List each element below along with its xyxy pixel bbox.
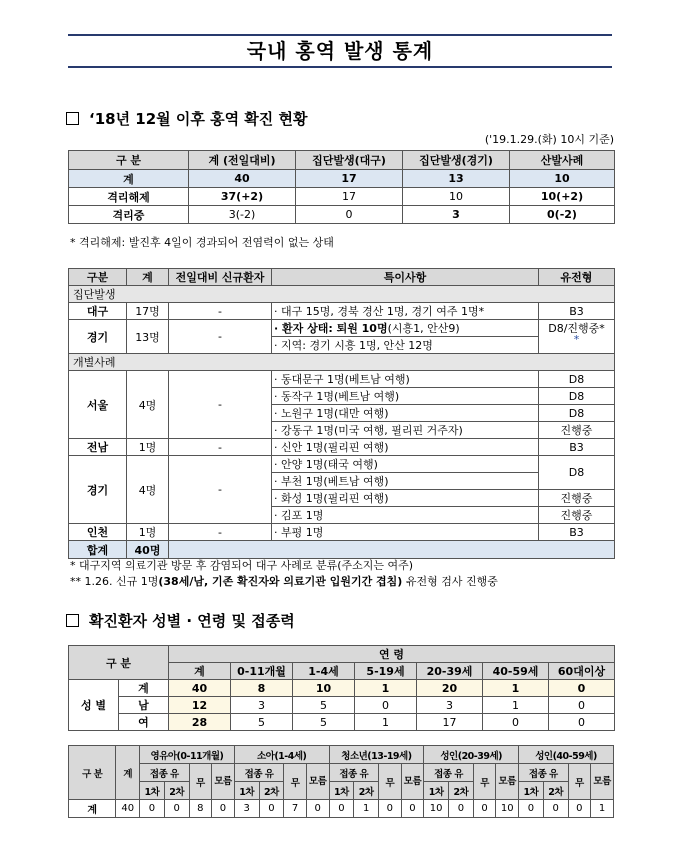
remark: · 부천 1명(베트남 여행) [272,473,539,490]
t4-cell: 0 [449,800,474,818]
t4-unknown: 모름 [306,764,329,800]
t4-second: 2차 [449,782,474,800]
new-cases: - [169,303,272,320]
vaccination-table [68,745,614,818]
t3-age-header: 연 령 [169,646,615,663]
t3-cell: 20 [417,680,483,697]
new-cases: - [169,456,272,524]
t4-unknown: 모름 [212,764,235,800]
t3-age-col: 20-39세 [417,663,483,680]
t1-cell: 10(+2) [510,188,615,206]
t3-cell: 1 [355,714,417,731]
region-daegu: 대구 [69,303,127,320]
t1-cell: 10 [510,170,615,188]
t3-age-col: 0-11개월 [231,663,293,680]
t4-group: 소아(1-4세) [234,746,329,764]
t4-row-label: 계 [69,800,116,818]
t1-cell: 3(-2) [189,206,296,224]
section1-title: ‘18년 12월 이후 홍역 확진 현황 [89,110,308,128]
note-release: * 격리해제: 발진후 4일이 경과되어 전염력이 없는 상태 [70,236,334,249]
t4-cell: 7 [284,800,307,818]
t4-cell: 0 [519,800,544,818]
t4-second: 2차 [259,782,284,800]
t3-row-label: 남 [119,697,169,714]
t4-group: 영유아(0-11개월) [140,746,235,764]
t4-label: 구 분 [69,746,116,800]
t4-group: 성인(20-39세) [424,746,519,764]
t3-cell: 1 [483,697,549,714]
t4-unknown: 모름 [591,764,614,800]
region-gyeonggi: 경기 [69,456,127,524]
t4-second: 2차 [164,782,189,800]
count: 13명 [127,320,169,354]
genotype: D8 [539,456,615,490]
t3-cell: 0 [355,697,417,714]
t2-header: 구분 [69,269,127,286]
t1-cell: 계 [69,170,189,188]
total-blank [169,541,615,559]
t4-cell: 3 [234,800,259,818]
new-cases: - [169,371,272,439]
t3-cell: 5 [293,714,355,731]
group-label: 개별사례 [69,354,615,371]
t1-cell: 3 [403,206,510,224]
t1-cell: 10 [403,188,510,206]
t1-header: 구 분 [69,151,189,170]
group-label: 집단발생 [69,286,615,303]
t1-cell: 격리해제 [69,188,189,206]
t4-none: 무 [189,764,212,800]
new-cases: - [169,524,272,541]
t1-cell: 17 [296,170,403,188]
t3-cell: 17 [417,714,483,731]
t1-cell: 격리중 [69,206,189,224]
t4-cell: 10 [496,800,519,818]
t3-cell: 3 [231,697,293,714]
t4-none: 무 [473,764,496,800]
title-box [68,34,612,68]
note-new-case-post: 유전형 검사 진행중 [402,575,498,588]
checkbox-square-icon [66,112,79,125]
t3-age-col: 60대이상 [549,663,615,680]
genotype: 진행중 [539,422,615,439]
t4-cell: 0 [379,800,402,818]
checkbox-square-icon [66,614,79,627]
t4-total-label: 계 [116,746,140,800]
t4-none: 무 [568,764,591,800]
t3-cell: 12 [169,697,231,714]
t3-age-col: 40-59세 [483,663,549,680]
remark: · 노원구 1명(대만 여행) [272,405,539,422]
genotype: 진행중 [539,507,615,524]
genotype [539,320,615,354]
t3-cell: 5 [293,697,355,714]
remark: · 대구 15명, 경북 경산 1명, 경기 여주 1명* [272,303,539,320]
total-count: 40명 [127,541,169,559]
genotype: D8 [539,388,615,405]
section1-heading [66,108,307,129]
t4-vax: 접종 유 [519,764,569,782]
count: 4명 [127,371,169,439]
t2-header: 유전형 [539,269,615,286]
t3-cell: 0 [483,714,549,731]
remark: · 동작구 1명(베트남 여행) [272,388,539,405]
t3-age-col: 1-4세 [293,663,355,680]
t3-cell: 3 [417,697,483,714]
t2-header: 계 [127,269,169,286]
t3-cell: 40 [169,680,231,697]
t4-unknown: 모름 [401,764,424,800]
genotype-text: D8/진행중* [548,322,605,335]
t4-none: 무 [379,764,402,800]
region-incheon: 인천 [69,524,127,541]
remark: · 동대문구 1명(베트남 여행) [272,371,539,388]
t1-header: 집단발생(경기) [403,151,510,170]
t3-age-col: 계 [169,663,231,680]
t3-cell: 8 [231,680,293,697]
region-jeonnam: 전남 [69,439,127,456]
remark: · 지역: 경기 시흥 1명, 안산 12명 [272,337,539,354]
t4-cell: 1 [591,800,614,818]
count: 1명 [127,524,169,541]
t3-cell: 5 [231,714,293,731]
t1-cell: 0 [296,206,403,224]
remark-rest: (시흥1, 안산9) [387,322,460,335]
t3-cell: 1 [483,680,549,697]
t4-cell: 0 [306,800,329,818]
t2-header: 전일대비 신규환자 [169,269,272,286]
note-new-case-pre: ** 1.26. 신규 1명 [70,575,159,588]
t4-cell: 0 [568,800,591,818]
section2-title: 확진환자 성별 · 연령 및 접종력 [89,612,295,630]
remark: · 화성 1명(필리핀 여행) [272,490,539,507]
t3-cell: 10 [293,680,355,697]
genotype: D8 [539,405,615,422]
section2-heading [66,610,295,631]
t4-cell: 0 [259,800,284,818]
count: 4명 [127,456,169,524]
note-new-case-bold: (38세/남, 기존 확진자와 의료기관 입원기간 겹침) [158,575,403,588]
t3-row-label: 여 [119,714,169,731]
t1-header: 계 (전일대비) [189,151,296,170]
t1-header: 집단발생(대구) [296,151,403,170]
t4-cell: 0 [401,800,424,818]
remark: · 부평 1명 [272,524,539,541]
t1-cell: 17 [296,188,403,206]
page-title: 국내 홍역 발생 통계 [246,39,434,63]
t4-cell: 8 [189,800,212,818]
t4-cell: 0 [212,800,235,818]
count: 17명 [127,303,169,320]
t4-first: 1차 [329,782,354,800]
genotype: B3 [539,439,615,456]
t4-group: 청소년(13-19세) [329,746,424,764]
t3-cell: 28 [169,714,231,731]
t3-cell: 0 [549,680,615,697]
t3-cell: 0 [549,697,615,714]
region-gyeonggi: 경기 [69,320,127,354]
genotype: 진행중 [539,490,615,507]
remark [272,320,539,337]
t4-second: 2차 [543,782,568,800]
t4-vax: 접종 유 [234,764,284,782]
t4-none: 무 [284,764,307,800]
regional-table [68,268,615,559]
note-new-case [70,573,498,589]
as-of-date: ('19.1.29.(화) 10시 기준) [484,133,614,146]
t4-cell: 0 [140,800,165,818]
t4-second: 2차 [354,782,379,800]
t4-vax: 접종 유 [140,764,190,782]
t3-group: 성 별 [69,680,119,731]
t1-cell: 13 [403,170,510,188]
t1-cell: 37(+2) [189,188,296,206]
t4-cell: 1 [354,800,379,818]
remark-bold: · 환자 상태: 퇴원 10명 [274,322,388,335]
t3-cell: 0 [549,714,615,731]
new-cases: - [169,320,272,354]
t4-group: 성인(40-59세) [519,746,614,764]
genotype: B3 [539,524,615,541]
t4-cell: 0 [164,800,189,818]
t4-unknown: 모름 [496,764,519,800]
t3-label: 구 분 [69,646,169,680]
t4-cell: 0 [543,800,568,818]
t4-cell: 0 [473,800,496,818]
sex-age-table [68,645,615,731]
t4-first: 1차 [519,782,544,800]
new-cases: - [169,439,272,456]
t4-vax: 접종 유 [424,764,474,782]
t1-header: 산발사례 [510,151,615,170]
summary-table [68,150,615,224]
region-seoul: 서울 [69,371,127,439]
note-daegu: * 대구지역 의료기관 방문 후 감염되어 대구 사례로 분류(주소지는 여주) [70,559,414,572]
count: 1명 [127,439,169,456]
remark: · 신안 1명(필리핀 여행) [272,439,539,456]
t3-row-label: 계 [119,680,169,697]
t1-cell: 40 [189,170,296,188]
genotype: B3 [539,303,615,320]
genotype-marker: * [573,333,580,346]
t4-cell: 0 [329,800,354,818]
t3-age-col: 5-19세 [355,663,417,680]
t4-first: 1차 [234,782,259,800]
t4-cell: 10 [424,800,449,818]
total-label: 합계 [69,541,127,559]
t4-row-total: 40 [116,800,140,818]
t4-first: 1차 [424,782,449,800]
remark: · 김포 1명 [272,507,539,524]
t4-vax: 접종 유 [329,764,379,782]
remark: · 안양 1명(태국 여행) [272,456,539,473]
t4-first: 1차 [140,782,165,800]
genotype: D8 [539,371,615,388]
t3-cell: 1 [355,680,417,697]
t2-header: 특이사항 [272,269,539,286]
t1-cell: 0(-2) [510,206,615,224]
remark: · 강동구 1명(미국 여행, 필리핀 거주자) [272,422,539,439]
